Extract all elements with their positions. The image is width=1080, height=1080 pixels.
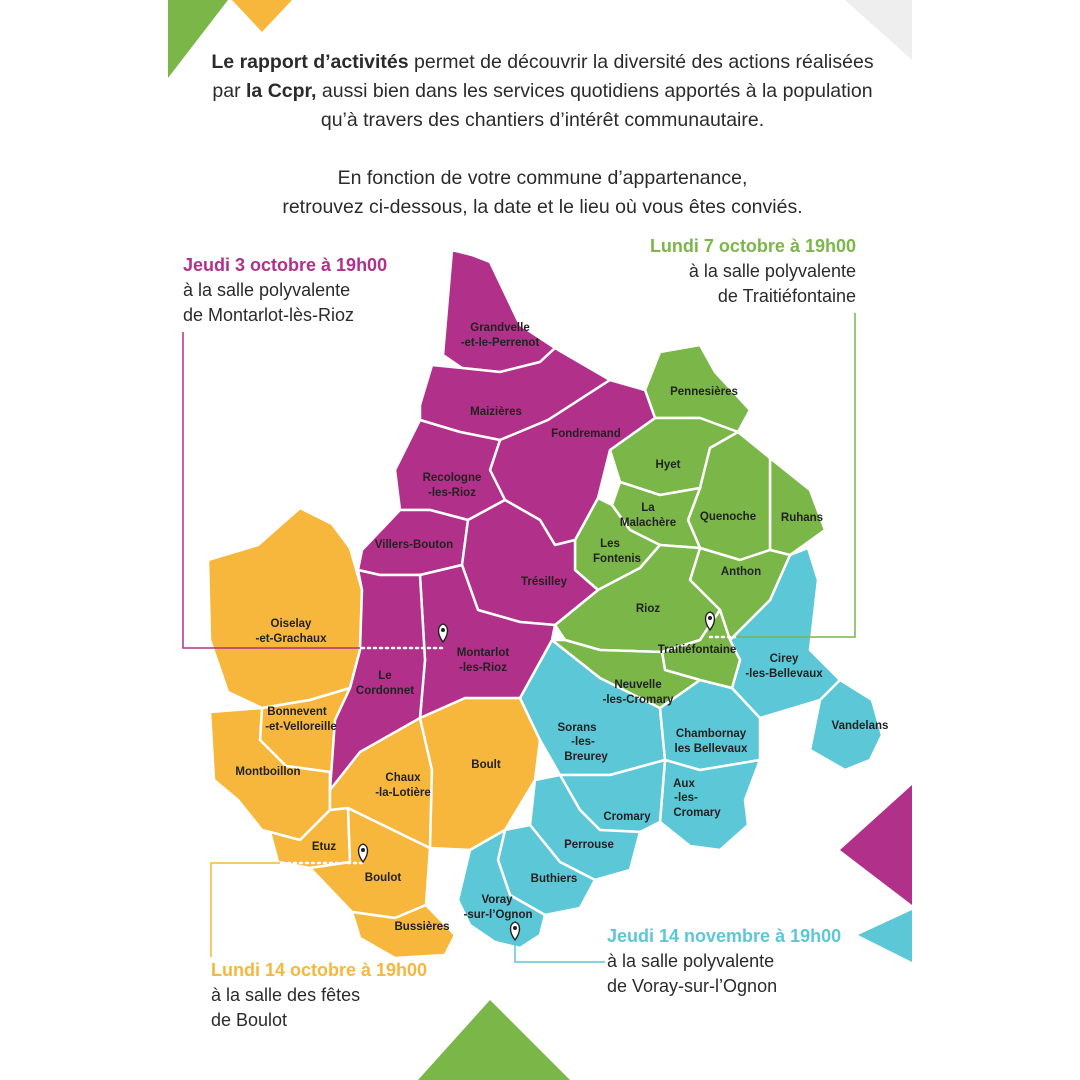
intro-line: En fonction de votre commune d’appartenance,: [337, 167, 748, 189]
label-recologne: Recologne: [422, 472, 482, 484]
commune-oiselay: [208, 508, 362, 708]
label-aux: -les-: [674, 792, 698, 804]
label-boulot: Boulot: [364, 872, 402, 884]
label-cordonnet: Le: [378, 670, 392, 682]
deco-green-triangle-bottom: [418, 1000, 570, 1080]
label-ruhans: Ruhans: [780, 512, 824, 524]
label-grandvelle: -et-le-Perrenot: [460, 337, 540, 349]
label-chaux: Chaux: [385, 772, 421, 784]
label-chambornay: les Bellevaux: [674, 743, 748, 755]
label-traitiefontaine: Traitiéfontaine: [657, 644, 737, 656]
label-montarlot: -les-Rioz: [459, 662, 507, 674]
intro-paragraph-1: [170, 48, 915, 135]
label-bonnevent: Bonnevent: [267, 706, 327, 718]
event-place: à la salle des fêtes: [211, 985, 361, 1005]
label-buthiers: Buthiers: [530, 873, 578, 885]
label-fontenis: Fontenis: [593, 553, 641, 565]
label-voray: Voray: [481, 894, 513, 906]
label-malachere: La: [641, 502, 655, 514]
label-voray: -sur-l’Ognon: [463, 909, 533, 921]
label-cirey: Cirey: [769, 653, 799, 665]
event-place: de Voray-sur-l’Ognon: [607, 976, 778, 996]
label-cirey: -les-Bellevaux: [745, 668, 823, 680]
intro-text: permet de découvrir la diversité des actions réalisées: [408, 51, 874, 73]
label-montarlot: Montarlot: [456, 647, 510, 659]
label-neuvelle: -les-Cromary: [602, 694, 674, 706]
label-etuz: Etuz: [311, 841, 337, 853]
intro-text: aussi bien dans les services quotidiens apportés à la population: [316, 80, 873, 102]
label-neuvelle: Neuvelle: [614, 679, 662, 691]
label-anthon: Anthon: [720, 566, 762, 578]
label-chambornay: Chambornay: [675, 728, 747, 740]
intro-line: [170, 77, 915, 106]
label-hyet: Hyet: [655, 459, 681, 471]
label-oiselay: Oiselay: [270, 618, 312, 630]
label-sorans: -les-: [571, 736, 595, 748]
event-date: Jeudi 3 octobre à 19h00: [183, 255, 388, 275]
event-place: à la salle polyvalente: [183, 280, 351, 300]
event-green: [650, 234, 856, 309]
connector-blue: [515, 942, 605, 962]
event-blue: [607, 924, 841, 999]
label-grandvelle: Grandvelle: [470, 322, 530, 334]
event-place: de Traitiéfontaine: [717, 286, 856, 306]
label-pennesieres: Pennesières: [670, 386, 738, 398]
event-place: à la salle polyvalente: [607, 951, 775, 971]
label-bussieres: Bussières: [394, 921, 450, 933]
event-place: de Boulot: [211, 1010, 288, 1030]
label-cordonnet: Cordonnet: [355, 685, 415, 697]
deco-purple-diamond-right: [840, 785, 912, 905]
label-boult: Boult: [471, 759, 501, 771]
intro-bold-ccpr: la Ccpr,: [246, 80, 317, 102]
intro-bold-rapport: Le rapport d’activités: [211, 51, 409, 73]
intro-line: [170, 48, 915, 77]
label-fondremand: Fondremand: [551, 428, 621, 440]
deco-blue-triangle-right: [858, 910, 912, 962]
label-villers: Villers-Bouton: [374, 539, 454, 551]
label-recologne: -les-Rioz: [428, 487, 476, 499]
label-montboillon: Montboillon: [235, 766, 301, 778]
label-quenoche: Quenoche: [699, 511, 757, 523]
event-yellow: [211, 958, 427, 1033]
label-malachere: Malachère: [619, 517, 677, 529]
label-cromary: Cromary: [603, 811, 651, 823]
label-perrouse: Perrouse: [564, 839, 614, 851]
event-date: Lundi 14 octobre à 19h00: [211, 960, 428, 980]
label-fontenis: Les: [600, 538, 620, 550]
label-tresilley: Trésilley: [520, 576, 568, 588]
label-bonnevent: -et-Velloreille: [265, 721, 337, 733]
event-date: Lundi 7 octobre à 19h00: [649, 236, 856, 256]
event-date: Jeudi 14 novembre à 19h00: [607, 926, 842, 946]
label-maizieres: Maizières: [470, 406, 522, 418]
commune-grandvelle: [443, 250, 555, 372]
intro-paragraph-2: [170, 164, 915, 222]
commune-ruhans: [770, 458, 825, 555]
label-vandelans: Vandelans: [831, 720, 889, 732]
intro-line: retrouvez ci-dessous, la date et le lieu où vous êtes conviés.: [282, 196, 803, 218]
label-sorans: Sorans: [557, 722, 597, 734]
commune-aux: [660, 760, 760, 850]
label-aux: Aux: [673, 778, 695, 790]
intro-text: par: [212, 80, 247, 102]
label-chaux: -la-Lotière: [375, 787, 431, 799]
event-place: à la salle polyvalente: [688, 261, 856, 281]
label-oiselay: -et-Grachaux: [255, 633, 327, 645]
event-purple: [183, 253, 387, 328]
connector-yellow: [211, 863, 280, 957]
deco-yellow-diamond-top: [232, 0, 292, 32]
intro-line: qu’à travers des chantiers d’intérêt communautaire.: [320, 109, 765, 131]
event-place: de Montarlot-lès-Rioz: [183, 305, 355, 325]
label-aux: Cromary: [673, 807, 721, 819]
label-rioz: Rioz: [635, 603, 661, 615]
label-sorans: Breurey: [564, 751, 608, 763]
